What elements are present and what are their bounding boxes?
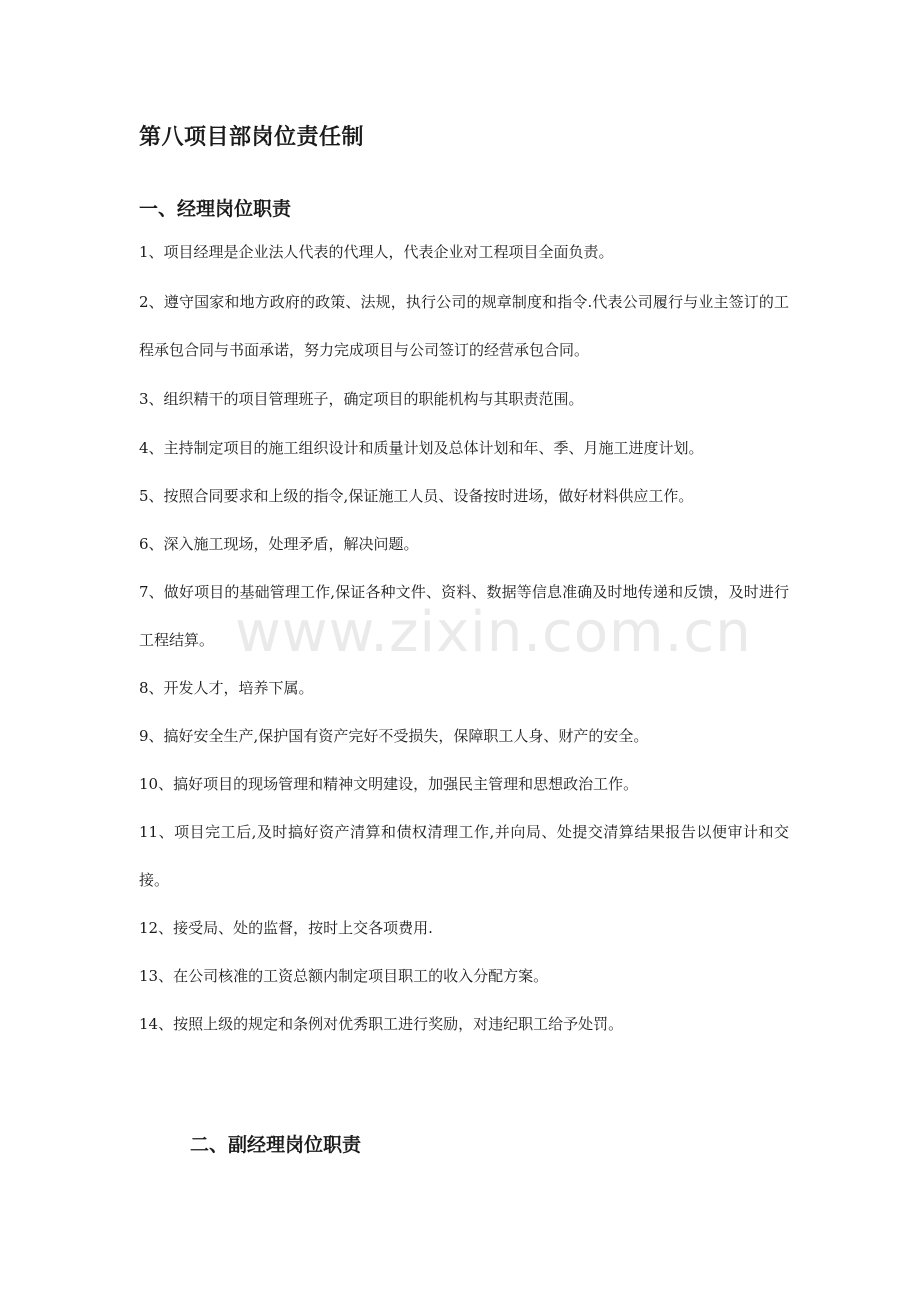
duty-item-4: 4、主持制定项目的施工组织设计和质量计划及总体计划和年、季、月施工进度计划。: [139, 439, 704, 457]
duty-item-3: 3、组织精干的项目管理班子，确定项目的职能机构与其职责范围。: [139, 390, 584, 408]
duty-item-13: 13、在公司核准的工资总额内制定项目职工的收入分配方案。: [139, 967, 549, 985]
duty-item-9: 9、搞好安全生产,保护国有资产完好不受损失，保障职工人身、财产的安全。: [139, 727, 649, 745]
duty-item-8: 8、开发人才，培养下属。: [139, 679, 314, 697]
duty-item-6: 6、深入施工现场，处理矛盾，解决问题。: [139, 535, 419, 553]
duty-item-14: 14、按照上级的规定和条例对优秀职工进行奖励，对违纪职工给予处罚。: [139, 1015, 624, 1033]
duty-item-1: 1、项目经理是企业法人代表的代理人，代表企业对工程项目全面负责。: [139, 243, 614, 261]
duty-item-5: 5、按照合同要求和上级的指令,保证施工人员、设备按时进场，做好材料供应工作。: [139, 487, 694, 505]
duty-item-2: 2、遵守国家和地方政府的政策、法规，执行公司的规章制度和指令.代表公司履行与业主签订的工程承包合同与书面承诺，努力完成项目与公司签订的经营承包合同。: [139, 293, 789, 359]
duty-item-12: 12、接受局、处的监督，按时上交各项费用.: [139, 919, 433, 937]
watermark: www.zixin.com.cn: [235, 600, 752, 665]
section-heading-manager: 一、经理岗位职责: [139, 198, 292, 220]
duty-item-10: 10、搞好项目的现场管理和精神文明建设，加强民主管理和思想政治工作。: [139, 775, 639, 793]
document-title: 第八项目部岗位责任制: [139, 125, 365, 150]
duty-item-7: 7、做好项目的基础管理工作,保证各种文件、资料、数据等信息准确及时地传递和反馈，及时进行工程结算。: [139, 583, 789, 649]
duty-item-11: 11、项目完工后,及时搞好资产清算和债权清理工作,并向局、处提交清算结果报告以便审计和交接。: [139, 823, 789, 889]
section-heading-deputy-manager: 二、副经理岗位职责: [190, 1134, 362, 1156]
